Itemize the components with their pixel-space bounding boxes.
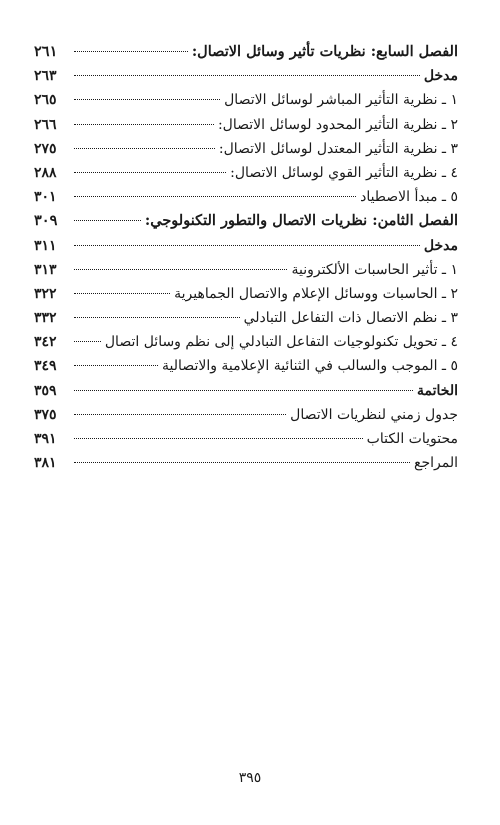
- toc-entry-title: الفصل السابع: نظريات تأثير وسائل الاتصال:: [191, 43, 458, 60]
- toc-entry-title: ٣ ـ نظم الاتصال ذات التفاعل التبادلي: [243, 310, 458, 327]
- toc-entry-title: ١ ـ تأثير الحاسبات الألكترونية: [291, 261, 458, 278]
- dot-leader: [74, 172, 226, 173]
- dot-leader: [74, 148, 215, 149]
- dot-leader: [74, 196, 356, 197]
- toc-entry-page: ٢٦٥: [34, 92, 57, 109]
- toc-entry-title: ٤ ـ نظرية التأثير القوي لوسائل الاتصال:: [230, 164, 458, 181]
- dot-leader: [74, 220, 141, 221]
- toc-entry-intro: [34, 234, 458, 258]
- toc-entry-conclusion: [34, 379, 458, 403]
- toc-entry-page: ٣٩١: [34, 431, 57, 447]
- dot-leader: [74, 75, 420, 76]
- dot-leader: [74, 414, 286, 415]
- toc-entry-page: ٣٣٢: [34, 310, 57, 327]
- toc-entry-page: ٢٦١: [34, 43, 58, 60]
- toc-entry-title: المراجع: [414, 455, 458, 472]
- dot-leader: [74, 390, 413, 391]
- toc-entry-page: ٢٦٣: [34, 68, 57, 85]
- toc-entry-page: ٣٤٩: [34, 358, 57, 375]
- dot-leader: [74, 462, 410, 463]
- dot-leader: [74, 269, 287, 270]
- toc-entry: [34, 185, 458, 209]
- toc-entry-page: ٣٨١: [34, 455, 57, 472]
- toc-entry-title: الفصل الثامن: نظريات الاتصال والتطور التكنولوجي:: [144, 212, 458, 230]
- toc-entry-page: ٣٢٢: [34, 285, 57, 302]
- toc-entry: [34, 330, 458, 354]
- toc-entry-title: ٢ ـ نظرية التأثير المحدود لوسائل الاتصال:: [217, 116, 458, 133]
- toc-entry-page: ٣١١: [34, 237, 57, 254]
- dot-leader: [74, 124, 214, 125]
- dot-leader: [74, 99, 220, 100]
- toc-entry-page: ٢٧٥: [34, 140, 57, 157]
- toc-entry-page: ٣٤٢: [34, 334, 57, 351]
- toc-entry-title: ١ ـ نظرية التأثير المباشر لوسائل الاتصال: [224, 92, 458, 109]
- toc-entry-page: ٣٠٩: [34, 212, 58, 230]
- dot-leader: [74, 51, 188, 52]
- toc-entry-page: ٣١٣: [34, 261, 57, 278]
- toc-entry: [34, 403, 458, 427]
- toc-entry-title: مدخل: [423, 237, 458, 254]
- toc-entry: [34, 282, 458, 306]
- dot-leader: [74, 438, 363, 439]
- dot-leader: [74, 365, 158, 366]
- toc-entry-title: ٥ ـ مبدأ الاصطياد: [360, 189, 458, 206]
- toc-entry-page: ٢٨٨: [34, 164, 57, 181]
- dot-leader: [74, 341, 101, 342]
- toc-entry-title: ٢ ـ الحاسبات ووسائل الإعلام والاتصال الجماهيرية: [174, 285, 458, 302]
- toc-entry-intro: [34, 64, 458, 88]
- dot-leader: [74, 317, 240, 318]
- toc-entry: [34, 354, 458, 378]
- toc-entry: [34, 161, 458, 185]
- toc-entry-page: ٣٥٩: [34, 382, 57, 399]
- toc-entry-title: محتويات الكتاب: [366, 431, 458, 447]
- page-number: ٣٩٥: [238, 770, 262, 786]
- toc-entry-title: جدول زمني لنظريات الاتصال: [290, 406, 458, 423]
- toc-entry-chapter-7: [34, 40, 458, 64]
- dot-leader: [74, 245, 420, 246]
- toc-entry: [34, 258, 458, 282]
- toc-entry-title: ٣ ـ نظرية التأثير المعتدل لوسائل الاتصال:: [218, 140, 458, 157]
- toc-entry-title: مدخل: [423, 68, 458, 85]
- toc-entry: [34, 88, 458, 112]
- toc-entry: [34, 451, 458, 475]
- toc-entry: [34, 306, 458, 330]
- toc-entry: [34, 427, 458, 451]
- toc-entry-page: ٢٦٦: [34, 116, 57, 133]
- toc-entry-title: ٤ ـ تحويل تكنولوجيات التفاعل التبادلي إلى نظم وسائل اتصال: [104, 334, 458, 351]
- dot-leader: [74, 293, 170, 294]
- toc-entry-title: الخاتمة: [417, 382, 458, 399]
- toc-entry-page: ٣٧٥: [34, 406, 57, 423]
- toc-entry: [34, 113, 458, 137]
- toc-entry-chapter-8: [34, 209, 458, 233]
- table-of-contents: [34, 40, 458, 475]
- toc-entry-title: ٥ ـ الموجب والسالب في الثنائية الإعلامية والاتصالية: [162, 358, 458, 375]
- toc-entry-page: ٣٠١: [34, 189, 57, 206]
- toc-entry: [34, 137, 458, 161]
